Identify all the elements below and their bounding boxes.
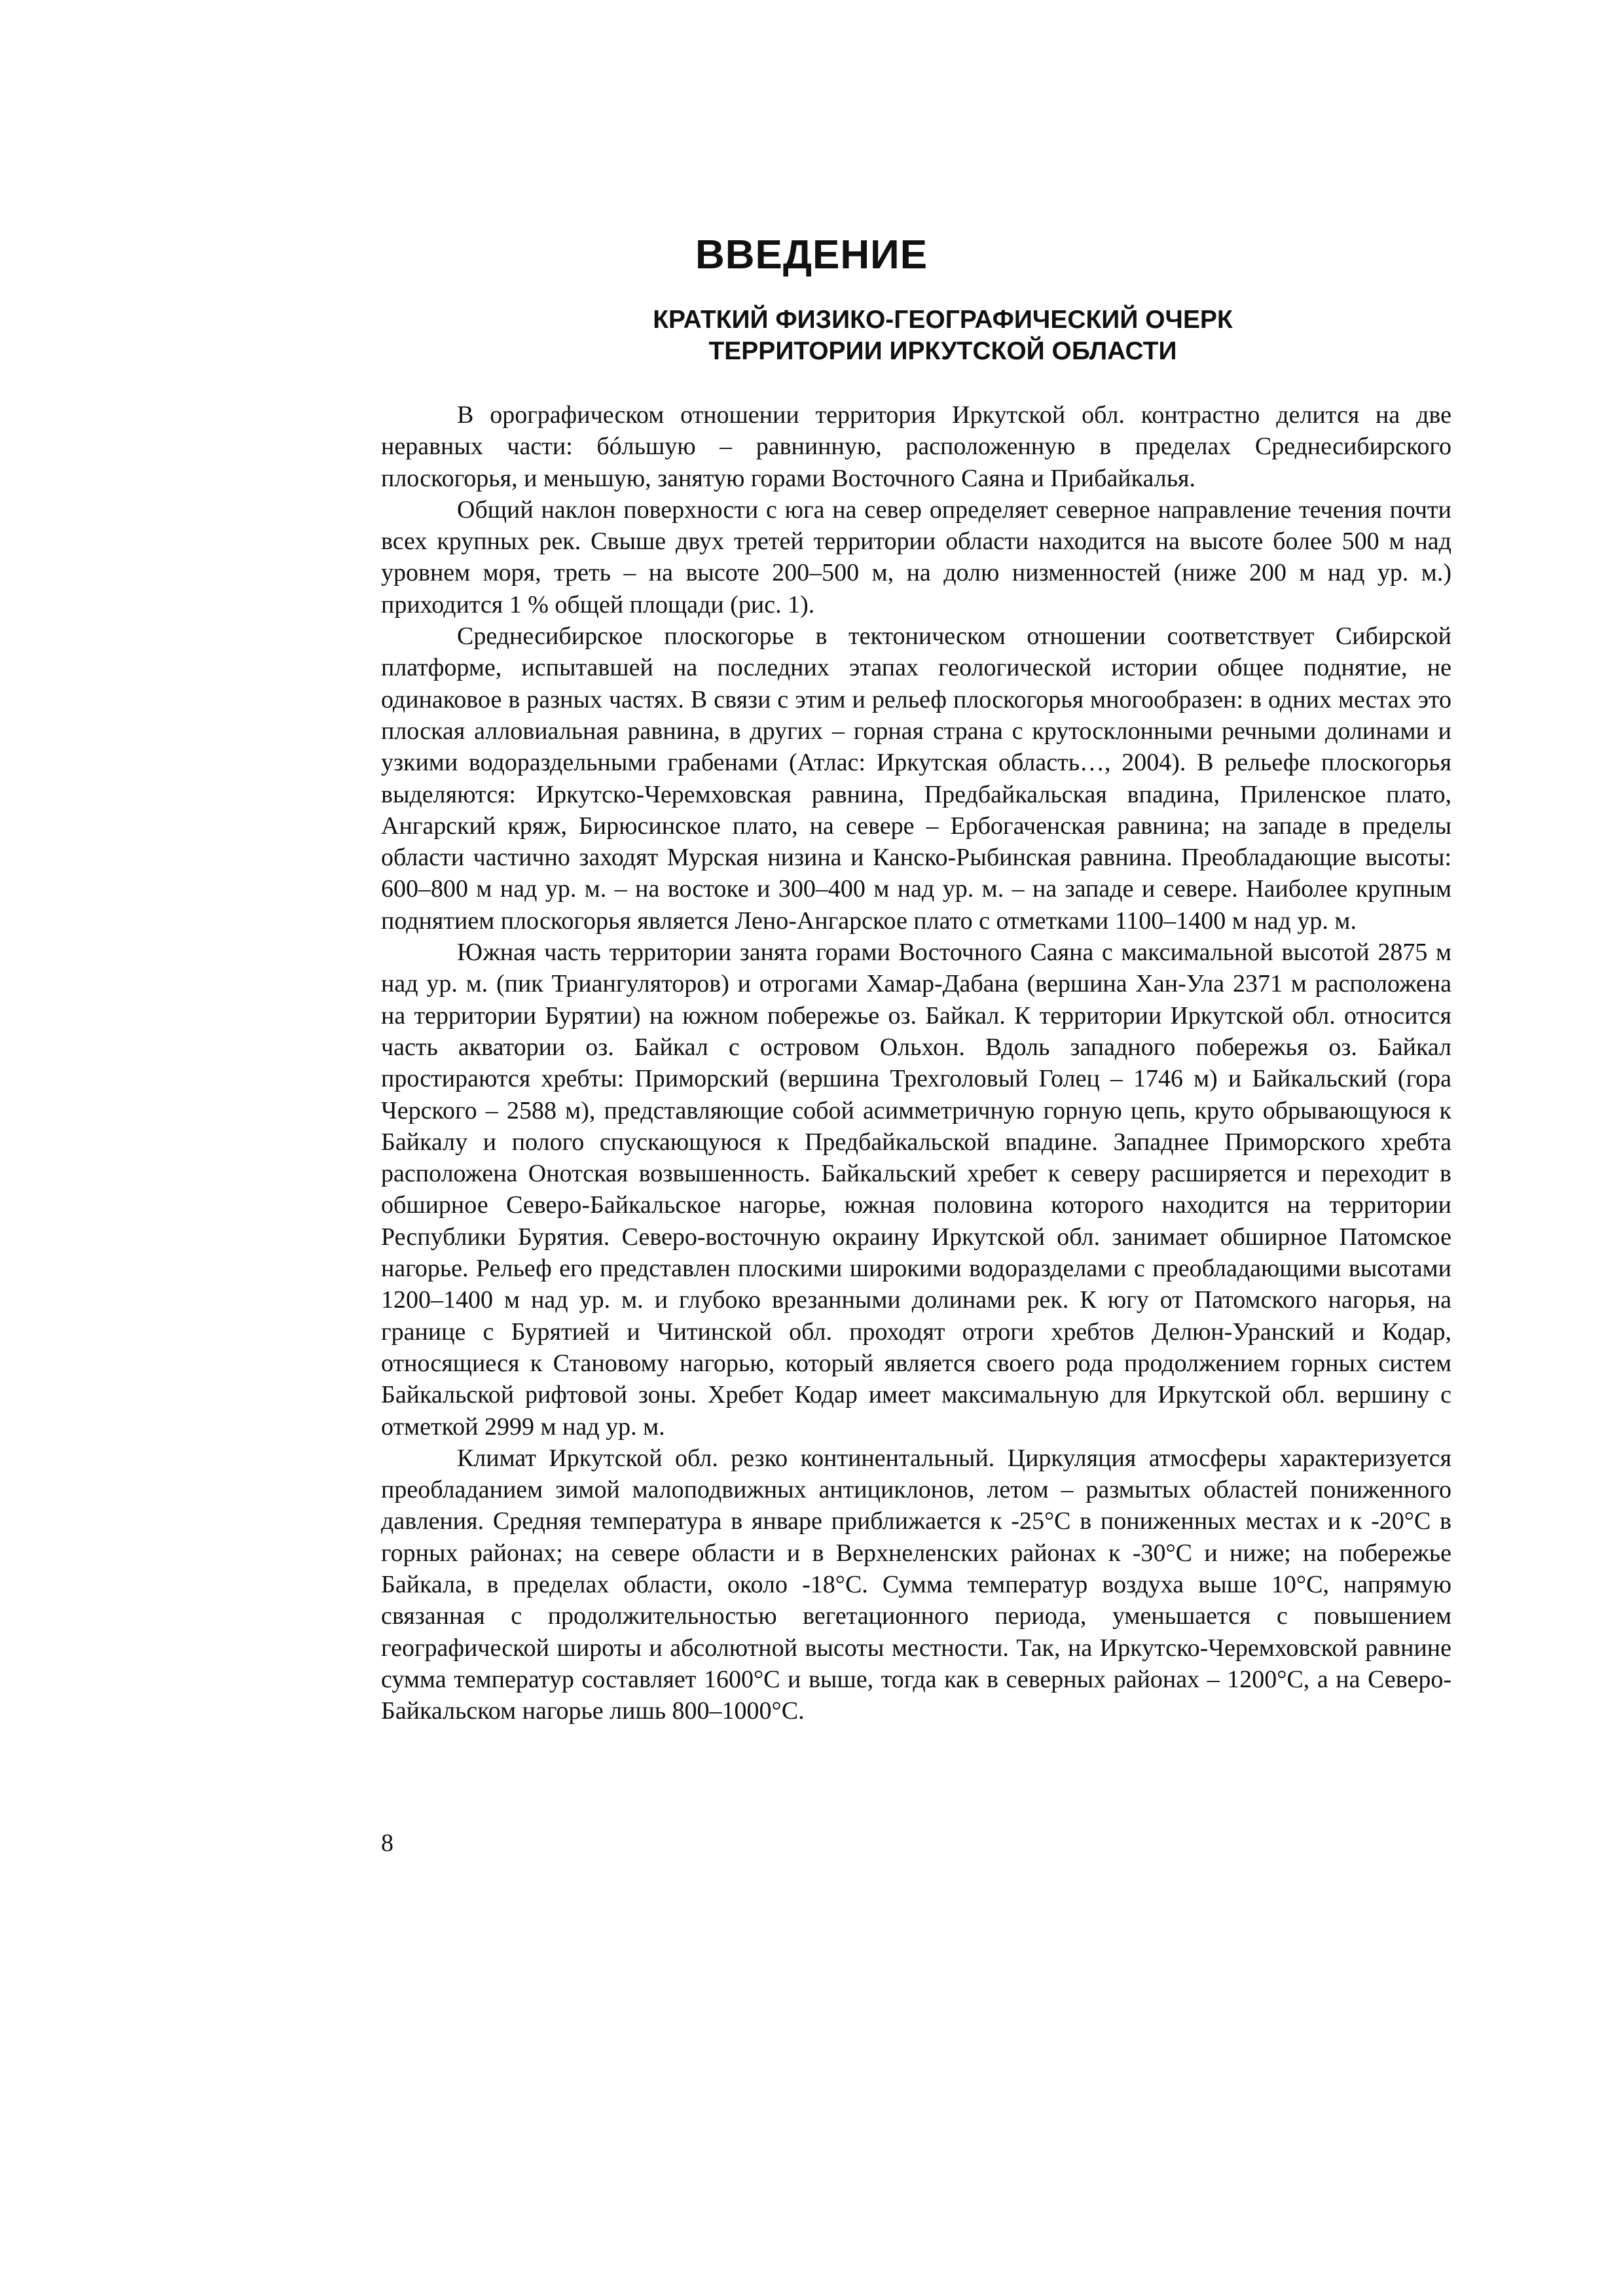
paragraph-surface-slope: Общий наклон поверхности с юга на север определяет северное направление течения почти всех крупных рек. Свыше двух третей территории области находится на высоте более 500 м над уровнем моря, треть – на высоте 200–500 м, на долю низменностей (ниже 200 м над ур. м.) приходится 1 % общей площади (рис. 1). (381, 495, 1451, 619)
paragraph-southern-mountains: Южная часть территории занята горами Восточного Саяна с максимальной высотой 2875 м над ур. м. (пик Триангуляторов) и отрогами Хамар-Дабана (вершина Хан-Ула 2371 м расположена на территории Бурятии) на южном побережье оз. Байкал. К территории Иркутской обл. относится часть акватории оз. Байкал с островом Ольхон. Вдоль западного побережья оз. Байкал простираются хребты: Приморский (вершина Трехголовый Голец – 1746 м) и Байкальский (гора Черского – 2588 м), представляющие собой асимметричную горную цепь, круто обрывающуюся к Байкалу и полого спускающуюся к Предбайкальской впадине. Западнее Приморского хребта расположена Онотская возвышенность. Байкальский хребет к северу расширяется и переходит в обширное Северо-Байкальское нагорье, южная половина которого находится на территории Республики Бурятия. Северо-восточную окраину Иркутской обл. занимает обширное Патомское нагорье. Рельеф его представлен плоскими широкими водоразделами с преобладающими высотами 1200–1400 м над ур. м. и глубоко врезанными долинами рек. К югу от Патомского нагорья, на границе с Бурятией и Читинской обл. проходят отроги хребтов Делюн-Уранский и Кодар, относящиеся к Становому нагорью, который является своего рода продолжением горных систем Байкальской рифтовой зоны. Хребет Кодар имеет максимальную для Иркутской обл. вершину с отметкой 2999 м над ур. м. (381, 939, 1451, 1441)
subtitle-line-2: ТЕРРИТОРИИ ИРКУТСКОЙ ОБЛАСТИ (708, 337, 1177, 365)
page-title: ВВЕДЕНИЕ (695, 232, 928, 278)
section-subtitle (386, 304, 1499, 367)
body-text (381, 399, 1451, 1727)
page-number: 8 (381, 1829, 393, 1857)
subtitle-line-1: КРАТКИЙ ФИЗИКО-ГЕОГРАФИЧЕСКИЙ ОЧЕРК (653, 306, 1233, 334)
paragraph-central-siberian-plateau: Среднесибирское плоскогорье в тектоническом отношении соответствует Сибирской платформе, испытавшей на последних этапах геологической истории общее поднятие, не одинаковое в разных частях. В связи с этим и рельеф плоскогорья многообразен: в одних местах это плоская алловиальная равнина, в других – горная страна с крутосклонными речными долинами и узкими водораздельными грабенами (Атлас: Иркутская область…, 2004). В рельефе плоскогорья выделяются: Иркутско-Черемховская равнина, Предбайкальская впадина, Приленское плато, Ангарский кряж, Бирюсинское плато, на севере – Ербогаченская равнина; на западе в пределы области частично заходят Мурская низина и Канско-Рыбинская равнина. Преобладающие высоты: 600–800 м над ур. м. – на востоке и 300–400 м над ур. м. – на западе и севере. Наиболее крупным поднятием плоскогорья является Лено-Ангарское плато с отметками 1100–1400 м над ур. м. (381, 622, 1451, 935)
paragraph-orography: В орографическом отношении территория Иркутской обл. контрастно делится на две неравных части: бóльшую – равнинную, расположенную в пределах Среднесибирского плоскогорья, и меньшую, занятую горами Восточного Саяна и Прибайкалья. (381, 401, 1451, 492)
paragraph-climate: Климат Иркутской обл. резко континентальный. Циркуляция атмосферы характеризуется преобладанием зимой малоподвижных антициклонов, летом – размытых областей пониженного давления. Средняя температура в январе приближается к -25°С в пониженных местах и к -20°С в горных районах; на севере области и в Верхнеленских районах к -30°С и ниже; на побережье Байкала, в пределах области, около -18°С. Сумма температур воздуха выше 10°С, напрямую связанная с продолжительностью вегетационного периода, уменьшается с повышением географической широты и абсолютной высоты местности. Так, на Иркутско-Черемховской равнине сумма температур составляет 1600°С и выше, тогда как в северных районах – 1200°С, а на Северо-Байкальском нагорье лишь 800–1000°С. (381, 1444, 1451, 1725)
